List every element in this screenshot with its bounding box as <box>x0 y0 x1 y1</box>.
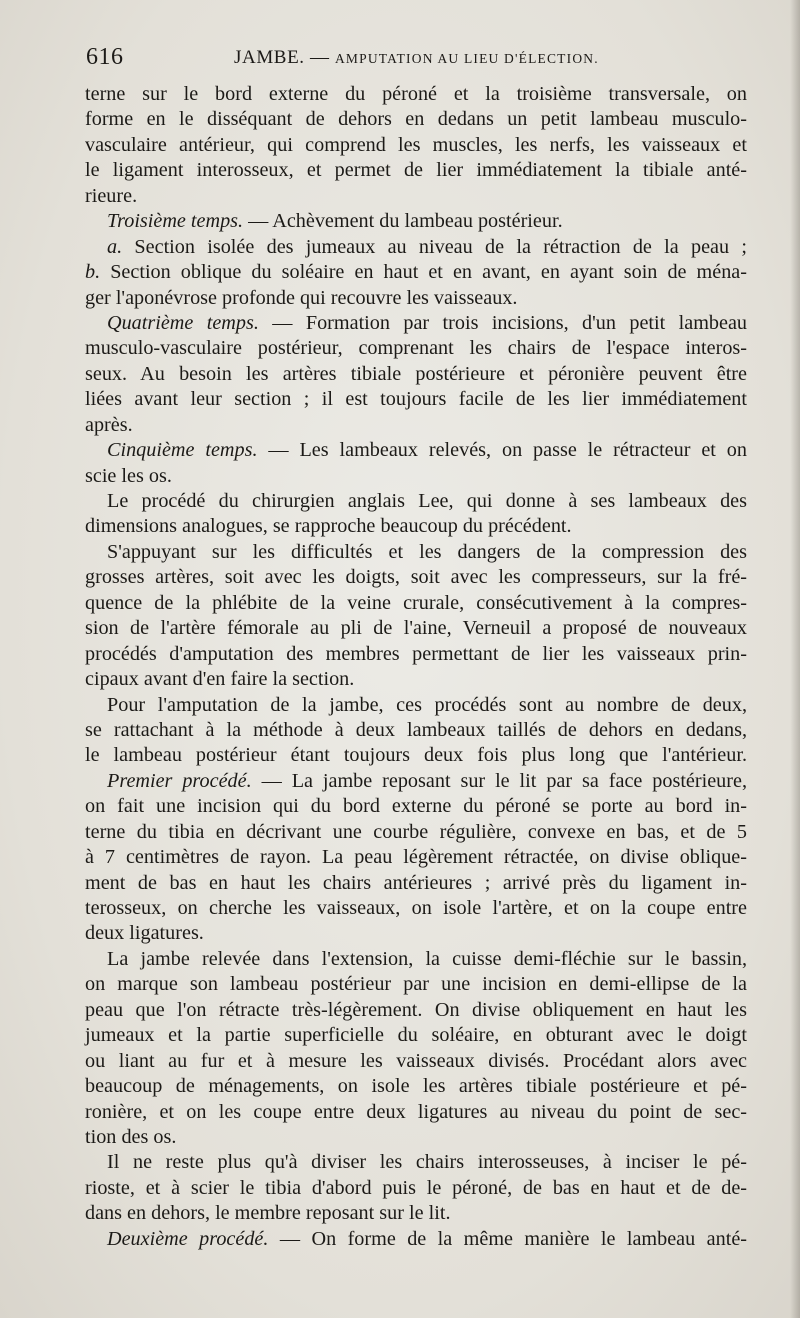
line-text: après. <box>85 413 133 436</box>
text-line <box>85 82 747 107</box>
text-line <box>85 1049 747 1074</box>
italic-heading: Quatrième temps. <box>107 311 259 334</box>
line-text: forme en le disséquant de dehors en dedans un petit lambeau musculo- <box>85 108 747 131</box>
line-text: dans en dehors, le membre reposant sur le lit. <box>85 1202 451 1225</box>
text-line <box>85 820 747 845</box>
line-text: à 7 centimètres de rayon. La peau légèrement rétractée, on divise oblique- <box>85 846 747 869</box>
line-text: — Achèvement du lambeau postérieur. <box>243 210 563 233</box>
line-text: on marque son lambeau postérieur par une incision en demi-ellipse de la <box>85 973 747 996</box>
text-line <box>85 667 747 692</box>
text-line <box>85 514 747 539</box>
text-line <box>85 896 747 921</box>
text-line <box>85 743 747 768</box>
text-line <box>85 413 747 438</box>
text-line <box>85 718 747 743</box>
text-line <box>85 336 747 361</box>
italic-heading: Troisième temps. <box>107 210 244 233</box>
text-line <box>85 845 747 870</box>
line-text: beaucoup de ménagements, on isole les artères tibiale postérieure et pé- <box>85 1075 747 1098</box>
line-text: ger l'aponévrose profonde qui recouvre les vaisseaux. <box>85 286 518 309</box>
text-line <box>85 871 747 896</box>
line-text: peau que l'on rétracte très-légèrement. On divise obliquement en haut les <box>85 998 747 1021</box>
text-line <box>85 133 747 158</box>
text-line <box>85 311 747 336</box>
line-text: terosseux, on cherche les vaisseaux, on isole l'artère, et on la coupe entre <box>85 897 747 919</box>
text-line <box>85 972 747 997</box>
body-text <box>85 82 747 1252</box>
text-line <box>85 489 747 514</box>
line-text: — On forme de la même manière le lambeau anté- <box>268 1227 747 1250</box>
text-line <box>85 1100 747 1125</box>
text-line <box>85 387 747 412</box>
page-number: 616 <box>86 44 124 70</box>
line-text: Section oblique du soléaire en haut et en avant, en ayant soin de ména- <box>100 261 747 284</box>
line-text: grosses artères, soit avec les doigts, soit avec les compresseurs, sur la fré- <box>85 566 747 589</box>
italic-heading: b. <box>85 261 101 284</box>
line-text: musculo-vasculaire postérieur, comprenant les chairs de l'espace interos- <box>85 337 747 360</box>
italic-heading: Deuxième procédé. <box>107 1227 269 1250</box>
text-line <box>85 642 747 667</box>
page-edge-shadow <box>790 0 800 1318</box>
line-text: ronière, et on les coupe entre deux ligatures au niveau du point de sec- <box>85 1100 747 1123</box>
line-text: — La jambe reposant sur le lit par sa face postérieure, <box>251 769 748 792</box>
line-text: deux ligatures. <box>85 922 204 945</box>
line-text: liées avant leur section ; il est toujours facile de les lier immédiatement <box>85 388 747 411</box>
italic-heading: Cinquième temps. <box>107 439 258 462</box>
text-line <box>85 1125 747 1150</box>
line-text: scie les os. <box>85 464 172 487</box>
text-line <box>85 362 747 387</box>
line-text: — Formation par trois incisions, d'un petit lambeau <box>258 311 747 334</box>
text-line <box>85 438 747 463</box>
line-text: S'appuyant sur les difficultés et les dangers de la compression des <box>107 540 747 563</box>
italic-heading: a. <box>107 235 123 258</box>
line-text: dimensions analogues, se rapproche beaucoup du précédent. <box>85 515 572 538</box>
text-line <box>85 565 747 590</box>
line-text: jumeaux et la partie superficielle du soléaire, en obturant avec le doigt <box>85 1024 747 1047</box>
line-text: sion de l'artère fémorale au pli de l'aine, Verneuil a proposé de nouveaux <box>85 617 747 640</box>
text-line <box>85 1074 747 1099</box>
text-line <box>85 158 747 183</box>
line-text: tion des os. <box>85 1125 177 1148</box>
line-text: La jambe relevée dans l'extension, la cuisse demi-fléchie sur le bassin, <box>107 947 747 970</box>
text-line <box>85 1150 747 1175</box>
line-text: terne sur le bord externe du péroné et la troisième transversale, on <box>85 83 747 105</box>
text-line <box>85 540 747 565</box>
text-line <box>85 107 747 132</box>
text-line <box>85 921 747 946</box>
line-text: Section isolée des jumeaux au niveau de la rétraction de la peau ; <box>122 235 747 258</box>
text-line <box>85 209 747 234</box>
line-text: on fait une incision qui du bord externe du péroné se porte au bord in- <box>85 795 747 818</box>
line-text: rieure. <box>85 184 138 207</box>
text-line <box>85 260 747 285</box>
running-head <box>234 47 599 69</box>
text-line <box>85 591 747 616</box>
text-line <box>85 947 747 972</box>
running-dash: — <box>310 47 330 68</box>
text-line <box>85 464 747 489</box>
line-text: le ligament interosseux, et permet de lier immédiatement la tibiale anté- <box>85 159 747 182</box>
line-text: ou liant au fur et à mesure les vaisseaux divisés. Procédant alors avec <box>85 1049 747 1072</box>
line-text: Pour l'amputation de la jambe, ces procédés sont au nombre de deux, <box>107 693 747 716</box>
running-title: JAMBE. <box>234 47 305 68</box>
italic-heading: Premier procédé. <box>107 769 252 792</box>
text-line <box>85 1176 747 1201</box>
line-text: Il ne reste plus qu'à diviser les chairs interosseuses, à inciser le pé- <box>107 1151 747 1174</box>
running-subtitle: AMPUTATION AU LIEU D'ÉLECTION. <box>334 51 599 66</box>
text-line <box>85 998 747 1023</box>
line-text: se rattachant à la méthode à deux lambeaux taillés de dehors en dedans, <box>85 718 747 741</box>
line-text: vasculaire antérieur, qui comprend les muscles, les nerfs, les vaisseaux et <box>85 133 747 156</box>
line-text: procédés d'amputation des membres permettant de lier les vaisseaux prin- <box>85 642 747 665</box>
text-line <box>85 286 747 311</box>
line-text: — Les lambeaux relevés, on passe le rétracteur et on <box>257 439 747 462</box>
page-header <box>82 44 742 74</box>
text-line <box>85 235 747 260</box>
text-line <box>85 1023 747 1048</box>
line-text: rioste, et à scier le tibia d'abord puis le péroné, de bas en haut et de de- <box>85 1176 747 1199</box>
text-line <box>85 794 747 819</box>
text-line <box>85 693 747 718</box>
line-text: le lambeau postérieur étant toujours deux fois plus long que l'antérieur. <box>85 744 747 767</box>
text-line <box>85 616 747 641</box>
line-text: Le procédé du chirurgien anglais Lee, qui donne à ses lambeaux des <box>107 490 747 512</box>
line-text: seux. Au besoin les artères tibiale postérieure et péronière peuvent être <box>85 362 747 385</box>
line-text: terne du tibia en décrivant une courbe régulière, convexe en bas, et de 5 <box>85 820 747 843</box>
text-line <box>85 184 747 209</box>
line-text: quence de la phlébite de la veine crurale, consécutivement à la compres- <box>85 591 747 614</box>
line-text: cipaux avant d'en faire la section. <box>85 668 355 691</box>
text-line <box>85 1227 747 1252</box>
text-line <box>85 1201 747 1226</box>
text-line <box>85 769 747 794</box>
line-text: ment de bas en haut les chairs antérieures ; arrivé près du ligament in- <box>85 871 747 894</box>
